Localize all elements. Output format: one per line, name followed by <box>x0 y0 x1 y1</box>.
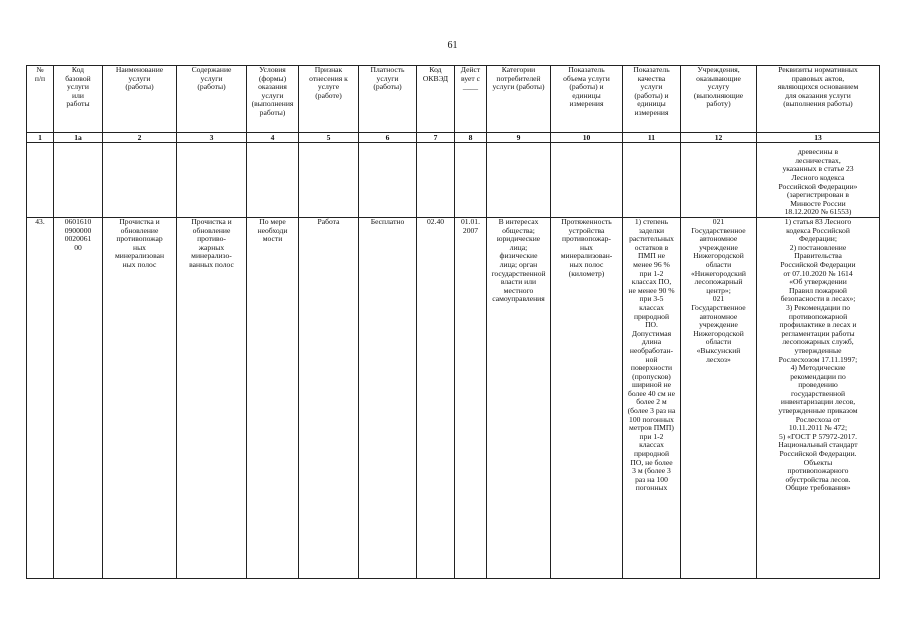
column-numbers-row <box>27 133 880 143</box>
header-cell-num: № п/п <box>27 66 54 133</box>
column-number: 9 <box>487 133 551 143</box>
column-number: 3 <box>177 133 247 143</box>
header-cell-attribute: Признак отнесения к услуге (работе) <box>299 66 359 133</box>
column-number: 10 <box>551 133 623 143</box>
header-cell-consumers: Категории потребителей услуги (работы) <box>487 66 551 133</box>
header-cell-payment: Платность услуги (работы) <box>359 66 417 133</box>
column-number: 13 <box>757 133 880 143</box>
page-number: 61 <box>447 40 458 51</box>
column-number: 12 <box>681 133 757 143</box>
column-number: 1 <box>27 133 54 143</box>
table-row <box>27 218 880 579</box>
service-payment: Бесплатно <box>359 218 417 579</box>
continuation-legal-acts: древесины в лесничествах, указанных в статье 23 Лесного кодекса Российской Федерации» (зарегистрирован в Минюсте России 18.12.2020 № 61553) <box>757 143 880 218</box>
column-number: 1а <box>54 133 103 143</box>
column-number: 11 <box>623 133 681 143</box>
table-header-row <box>27 66 880 133</box>
header-cell-quality: Показатель качества услуги (работы) и единицы измерения <box>623 66 681 133</box>
services-registry-table <box>26 65 880 579</box>
continuation-row <box>27 143 880 218</box>
header-cell-legal-acts: Реквизиты нормативных правовых актов, являющихся основанием для оказания услуги (выполнения работы) <box>757 66 880 133</box>
service-institutions: 021 Государственное автономное учреждение Нижегородской области «Нижегородский лесопожарный центр»; 021 Государственное автономное учреждение Нижегородской области «Выксунский лесхоз» <box>681 218 757 579</box>
service-content: Прочистка и обновление противо- жарных минерализо- ванных полос <box>177 218 247 579</box>
service-consumers: В интересах общества; юридические лица; физические лица; орган государственной власти или местного самоуправления <box>487 218 551 579</box>
service-attribute: Работа <box>299 218 359 579</box>
service-quality: 1) степень заделки растительных остатков в ПМП не менее 96 % при 1-2 классах ПО, не менее 90 % при 3-5 классах природной ПО. Допустимая длина необработан- ной поверхности (пропусков) шириной не более 40 см не более 2 м (более 3 раз на 100 погонных метров ПМП) при 1-2 классах природной ПО, не более 3 м (более 3 раз на 100 погонных <box>627 218 676 493</box>
column-number: 8 <box>455 133 487 143</box>
header-cell-content: Содержание услуги (работы) <box>177 66 247 133</box>
column-number: 6 <box>359 133 417 143</box>
column-number: 4 <box>247 133 299 143</box>
column-number: 7 <box>417 133 455 143</box>
column-number: 5 <box>299 133 359 143</box>
service-valid-from: 01.01. 2007 <box>455 218 487 579</box>
header-cell-okved: Код ОКВЭД <box>417 66 455 133</box>
service-legal-acts: 1) статья 83 Лесного кодекса Российской Федерации; 2) постановление Правительства Российской Федерации от 07.10.2020 № 1614 «Об утверждении Правил пожарной безопасности в лесах»; 3) Рекомендации по противопожарной профилактике в лесах и регламентации работы лесопожарных служб, утвержденные Рослесхозом 17.11.1997; 4) Методические рекомендации по проведению государственной инвентаризации лесов, утвержденные приказом Рослесхоза от 10.11.2011 № 472; 5) «ГОСТ Р 57972-2017. Национальный стандарт Российской Федерации. Объекты противопожарного обустройства лесов. Общие требования» <box>778 218 858 493</box>
header-cell-name: Наименование услуги (работы) <box>103 66 177 133</box>
header-cell-code: Код базовой услуги или работы <box>54 66 103 133</box>
service-conditions: По мере необходи мости <box>247 218 299 579</box>
header-cell-conditions: Условия (формы) оказания услуги (выполнения работы) <box>247 66 299 133</box>
header-cell-volume: Показатель объема услуги (работы) и единицы измерения <box>551 66 623 133</box>
header-cell-valid-from: Дейст вует с ____ <box>455 66 487 133</box>
service-code: 0601610 0900000 0020061 00 <box>54 218 103 579</box>
service-okved: 02.40 <box>417 218 455 579</box>
row-number: 43. <box>27 218 54 579</box>
header-cell-institutions: Учреждения, оказывающие услугу (выполняющие работу) <box>681 66 757 133</box>
service-volume: Протяженность устройства противопожар- ных минерализован- ных полос (километр) <box>551 218 623 579</box>
column-number: 2 <box>103 133 177 143</box>
service-name: Прочистка и обновление противопожар ных минерализован ных полос <box>103 218 177 579</box>
